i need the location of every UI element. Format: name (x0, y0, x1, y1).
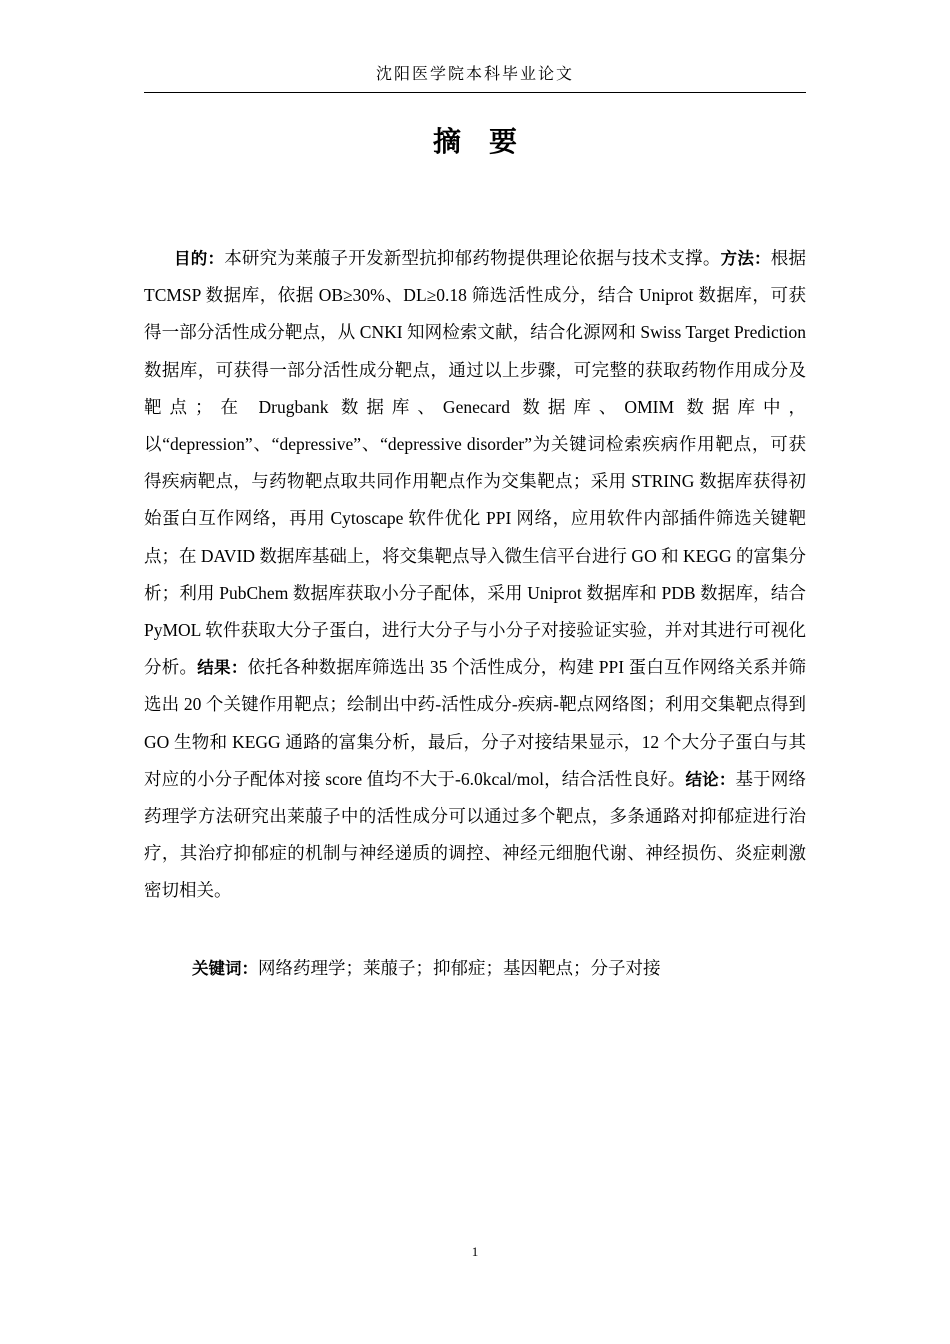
page-number: 1 (471, 1244, 479, 1259)
results-label: 结果： (197, 658, 248, 678)
conclusion-label: 结论： (685, 769, 736, 789)
methods-text: 根据 TCMSP 数据库，依据 OB≥30%、DL≥0.18 筛选活性成分，结合 Uniprot 数据库，可获得一部分活性成分靶点，从 CNKI 知网检索文献，结合化源网和 Swiss Target Prediction 数据库，可获得一部分活性成分靶点，通过以上步骤，可完整的获取药物作用成分及靶点；在 Drugbank 数据库、Genecard 数据库、OMIM 数据库中，以“depression”、“depressive”、“depressive disorder”为关键词检索疾病作用靶点，可获得疾病靶点，与药物靶点取共同作用靶点作为交集靶点；采用 STRING 数据库获得初始蛋白互作网络，再用 Cytoscape 软件优化 PPI 网络，应用软件内部插件筛选关键靶点；在 DAVID 数据库基础上，将交集靶点导入微生信平台进行 GO 和 KEGG 的富集分析；利用 PubChem 数据库获取小分子配体，采用 Uniprot 数据库和 PDB 数据库，结合 PyMOL 软件获取大分子蛋白，进行大分子与小分子对接验证实验，并对其进行可视化分析。 (144, 248, 807, 678)
keywords-label: 关键词： (192, 959, 258, 978)
keywords-text: 网络药理学；莱菔子；抑郁症；基因靶点；分子对接 (258, 958, 661, 978)
page-header (144, 62, 806, 93)
abstract-paragraph (144, 240, 806, 910)
objective-text: 本研究为莱菔子开发新型抗抑郁药物提供理论依据与技术支撑。 (224, 248, 721, 268)
abstract-body (144, 240, 806, 910)
methods-label: 方法： (720, 249, 771, 268)
header-title: 沈阳医学院本科毕业论文 (375, 66, 574, 83)
objective-label: 目的： (174, 249, 225, 268)
abstract-title: 摘要 (432, 125, 545, 158)
conclusion-text: 基于网络药理学方法研究出莱菔子中的活性成分可以通过多个靶点，多条通路对抑郁症进行治疗，其治疗抑郁症的机制与神经递质的调控、神经元细胞代谢、神经损伤、炎症刺激密切相关。 (144, 768, 807, 901)
results-text: 依托各种数据库筛选出 35 个活性成分，构建 PPI 蛋白互作网络关系并筛选出 20 个关键作用靶点；绘制出中药-活性成分-疾病-靶点网络图；利用交集靶点得到 GO 生物和 KEGG 通路的富集分析，最后，分子对接结果显示，12 个大分子蛋白与其对应的小分子配体对接 score 值均不大于-6.0kcal/mol，结合活性良好。 (144, 657, 807, 789)
keywords-line (144, 950, 806, 987)
